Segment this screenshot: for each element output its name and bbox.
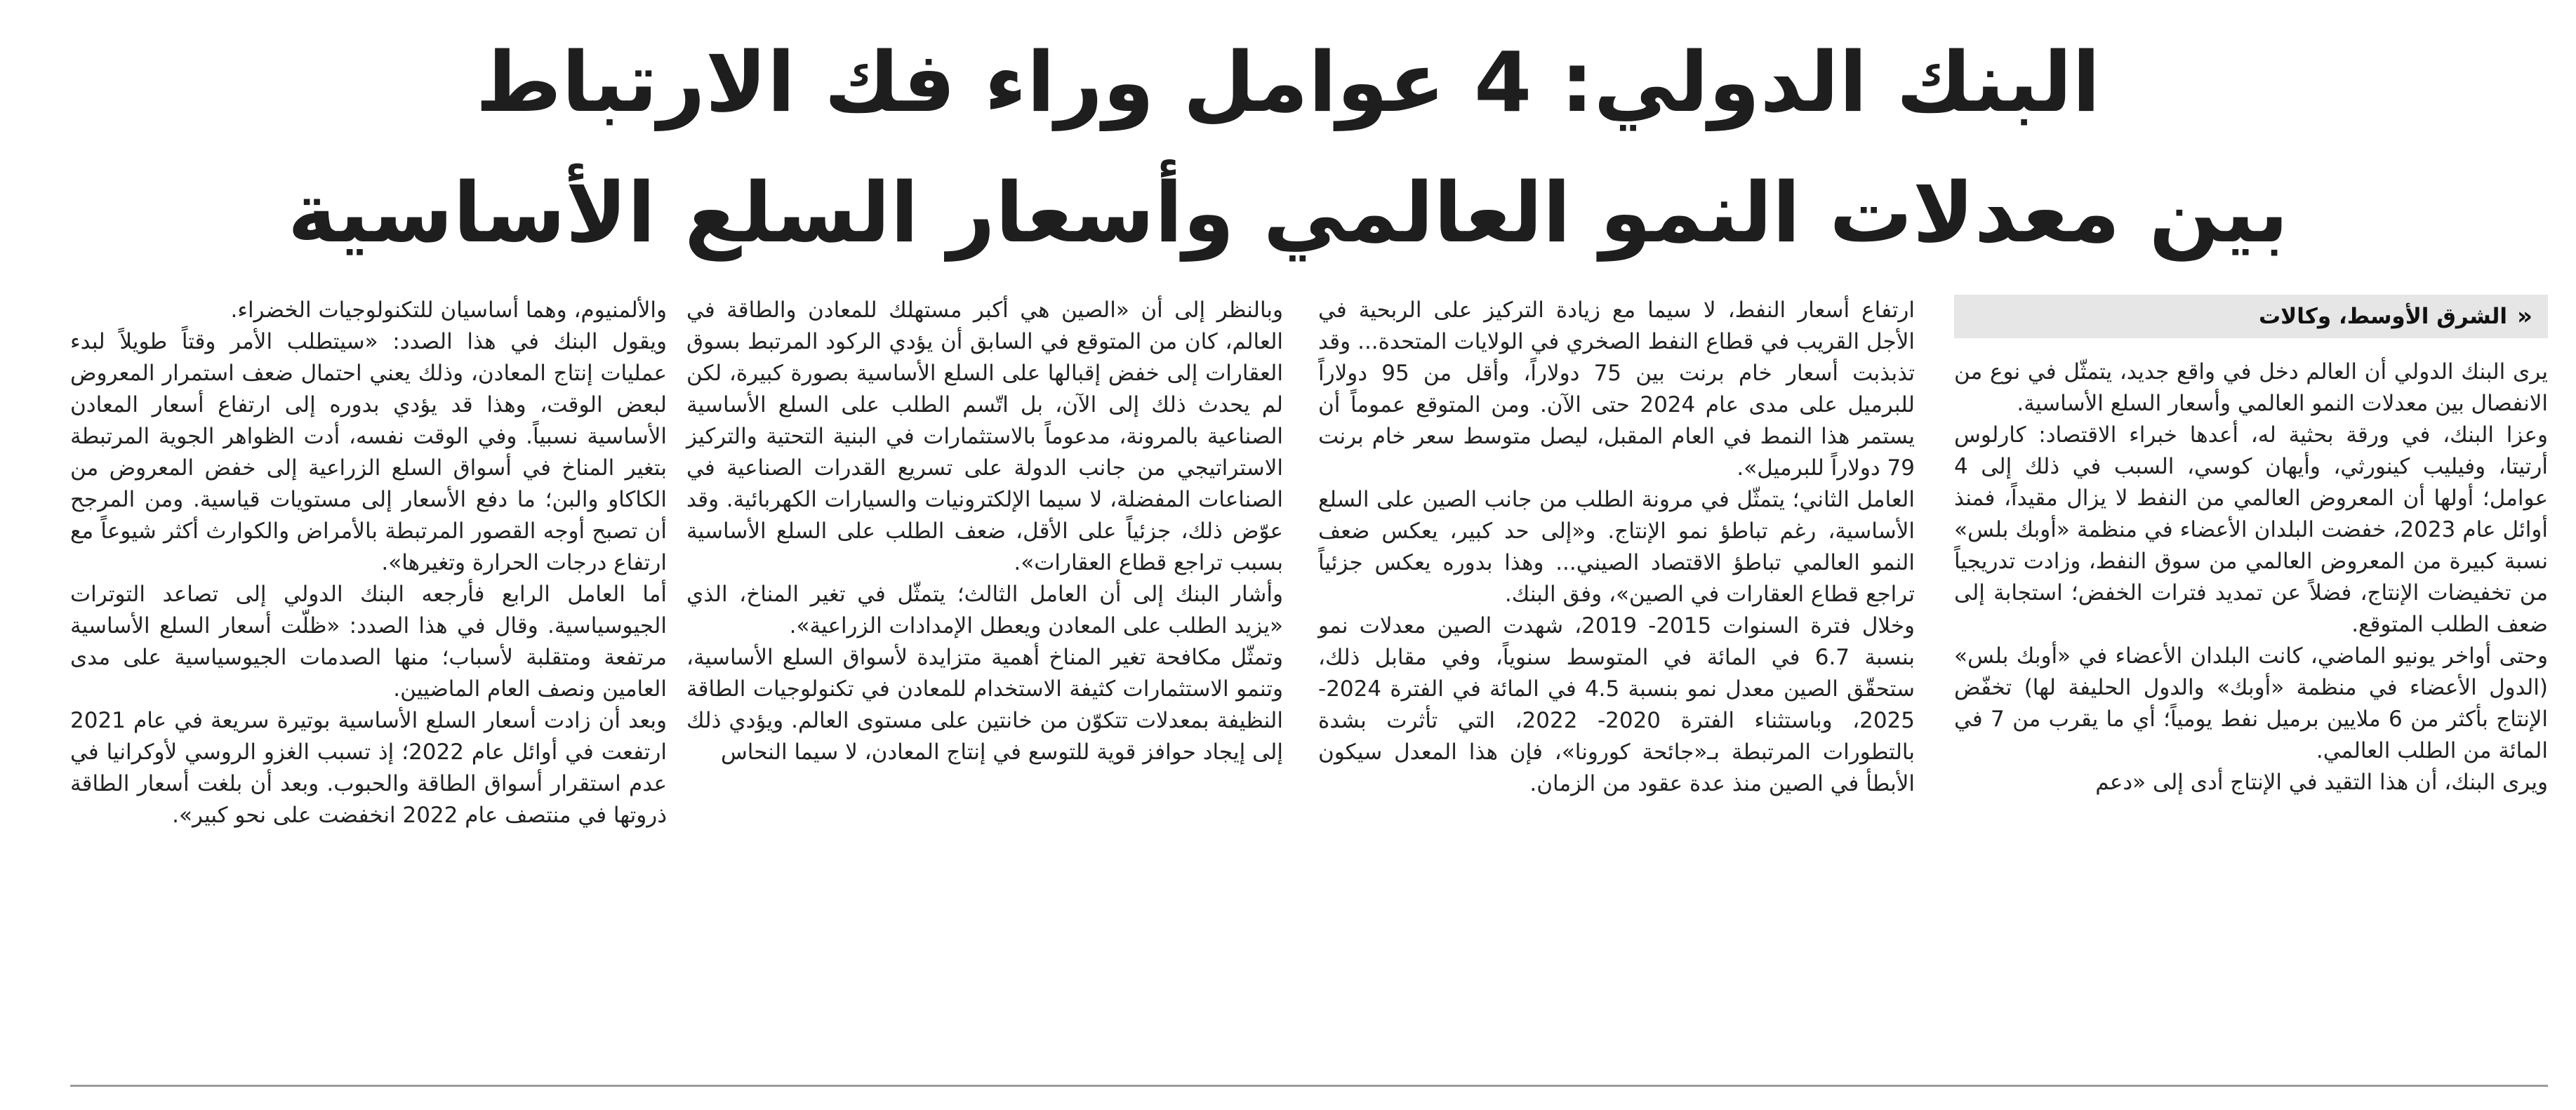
- headline-line-2: بين معدلات النمو العالمي وأسعار السلع الأساسية: [287, 164, 2289, 261]
- paragraph: ارتفاع أسعار النفط، لا سيما مع زيادة التركيز على الربحية في الأجل القريب في قطاع النفط الصخري في الولايات المتحدة... وقد تذبذبت أسعار خام برنت بين 75 دولاراً، وأقل من 95 دولاراً للبرميل على مدى عام 2024 حتى الآن. ومن المتوقع عموماً أن يستمر هذا النمط في العام المقبل، ليصل متوسط سعر خام برنت 79 دولاراً للبرميل».: [1318, 297, 1915, 481]
- byline-text: الشرق الأوسط، وكالات: [2259, 303, 2508, 329]
- headline-line-1: البنك الدولي: 4 عوامل وراء فك الارتباط: [475, 34, 2101, 131]
- double-chevron-left-icon: «: [2517, 302, 2532, 330]
- paragraph: وتمثّل مكافحة تغير المناخ أهمية متزايدة لأسواق السلع الأساسية، وتنمو الاستثمارات كثيفة الاستخدام للمعادن في تكنولوجيات الطاقة النظيفة بمعدلات تتكوّن من خانتين على مستوى العالم. ويؤدي ذلك إلى إيجاد حوافز قوية للتوسع في إنتاج المعادن، لا سيما النحاس: [686, 645, 1283, 765]
- article-column-1: [1954, 295, 2548, 798]
- paragraph: ويقول البنك في هذا الصدد: «سيتطلب الأمر وقتاً طويلاً لبدء عمليات إنتاج المعادن، وذلك يعني احتمال ضعف استمرار المعروض لبعض الوقت، وهذا قد يؤدي بدوره إلى ارتفاع أسعار المعادن الأساسية نسبياً. وفي الوقت نفسه، أدت الظواهر الجوية المرتبطة بتغير المناخ في أسواق السلع الزراعية إلى خفض المعروض من الكاكاو والبن؛ ما دفع الأسعار إلى مستويات قياسية. ومن المرجح أن تصبح أوجه القصور المرتبطة بالأمراض والكوارث أكثر شيوعاً مع ارتفاع درجات الحرارة وتغيرها».: [70, 329, 667, 575]
- paragraph: وبالنظر إلى أن «الصين هي أكبر مستهلك للمعادن والطاقة في العالم، كان من المتوقع في السابق أن يؤدي الركود المرتبط بسوق العقارات إلى خفض إقبالها على السلع الأساسية بصورة كبيرة، لكن لم يحدث ذلك إلى الآن، بل اتّسم الطلب على السلع الأساسية الصناعية بالمرونة، مدعوماً بالاستثمارات في البنية التحتية والتركيز الاستراتيجي من جانب الدولة على تسريع القدرات الصناعية في الصناعات المفضلة، لا سيما الإلكترونيات والسيارات الكهربائية. وقد عوّض ذلك، جزئياً على الأقل، ضعف الطلب على السلع الأساسية بسبب تراجع قطاع العقارات».: [686, 297, 1283, 575]
- byline: [1954, 295, 2548, 338]
- article-column-4: [70, 295, 667, 831]
- bottom-divider: [70, 1085, 2548, 1087]
- paragraph: وبعد أن زادت أسعار السلع الأساسية بوتيرة سريعة في عام 2021 ارتفعت في أوائل عام 2022؛ إذ تسبب الغزو الروسي لأوكرانيا في عدم استقرار أسواق الطاقة والحبوب. وبعد أن بلغت أسعار الطاقة ذروتها في منتصف عام 2022 انخفضت على نحو كبير».: [70, 708, 667, 828]
- paragraph: والألمنيوم، وهما أساسيان للتكنولوجيات الخضراء.: [230, 297, 667, 323]
- paragraph: وخلال فترة السنوات 2015- 2019، شهدت الصين معدلات نمو بنسبة 6.7 في المائة في المتوسط سنوياً، وفي مقابل ذلك، ستحقّق الصين معدل نمو بنسبة 4.5 في المائة في الفترة 2024- 2025، وباستثناء الفترة 2020- 2022، التي تأثرت بشدة بالتطورات المرتبطة بـ«جائحة كورونا»، فإن هذا المعدل سيكون الأبطأ في الصين منذ عدة عقود من الزمان.: [1318, 613, 1915, 796]
- paragraph: العامل الثاني؛ يتمثّل في مرونة الطلب من جانب الصين على السلع الأساسية، رغم تباطؤ نمو الإنتاج. و«إلى حد كبير، يعكس ضعف النمو العالمي تباطؤ الاقتصاد الصيني... وهذا بدوره يعكس جزئياً تراجع قطاع العقارات في الصين»، وفق البنك.: [1318, 487, 1915, 607]
- article-column-3: [686, 295, 1283, 768]
- paragraph: وأشار البنك إلى أن العامل الثالث؛ يتمثّل في تغير المناخ، الذي «يزيد الطلب على المعادن ويعطل الإمدادات الزراعية».: [686, 582, 1283, 638]
- paragraph: أما العامل الرابع فأرجعه البنك الدولي إلى تصاعد التوترات الجيوسياسية. وقال في هذا الصدد: «ظلّت أسعار السلع الأساسية مرتفعة ومتقلبة لأسباب؛ منها الصدمات الجيوسياسية على مدى العامين ونصف العام الماضيين.: [70, 582, 667, 702]
- paragraph: يرى البنك الدولي أن العالم دخل في واقع جديد، يتمثّل في نوع من الانفصال بين معدلات النمو العالمي وأسعار السلع الأساسية.: [1954, 359, 2548, 416]
- article-column-2: [1318, 295, 1915, 800]
- paragraph: ويرى البنك، أن هذا التقيد في الإنتاج أدى إلى «دعم: [2095, 770, 2548, 795]
- paragraph: وحتى أواخر يونيو الماضي، كانت البلدان الأعضاء في «أوبك بلس» (الدول الأعضاء في منظمة «أوبك» والدول الحليفة لها) تخفّض الإنتاج بأكثر من 6 ملايين برميل نفط يومياً؛ أي ما يقرب من 7 في المائة من الطلب العالمي.: [1954, 643, 2548, 763]
- paragraph: وعزا البنك، في ورقة بحثية له، أعدها خبراء الاقتصاد: كارلوس أرتيتا، وفيليب كينورثي، وأيهان كوسي، السبب في ذلك إلى 4 عوامل؛ أولها أن المعروض العالمي من النفط لا يزال مقيداً، فمنذ أوائل عام 2023، خفضت البلدان الأعضاء في منظمة «أوبك بلس» نسبة كبيرة من المعروض العالمي من سوق النفط، وزادت تدريجياً من تخفيضات الإنتاج، فضلاً عن تمديد فترات الخفض؛ استجابة إلى ضعف الطلب المتوقع.: [1954, 422, 2548, 637]
